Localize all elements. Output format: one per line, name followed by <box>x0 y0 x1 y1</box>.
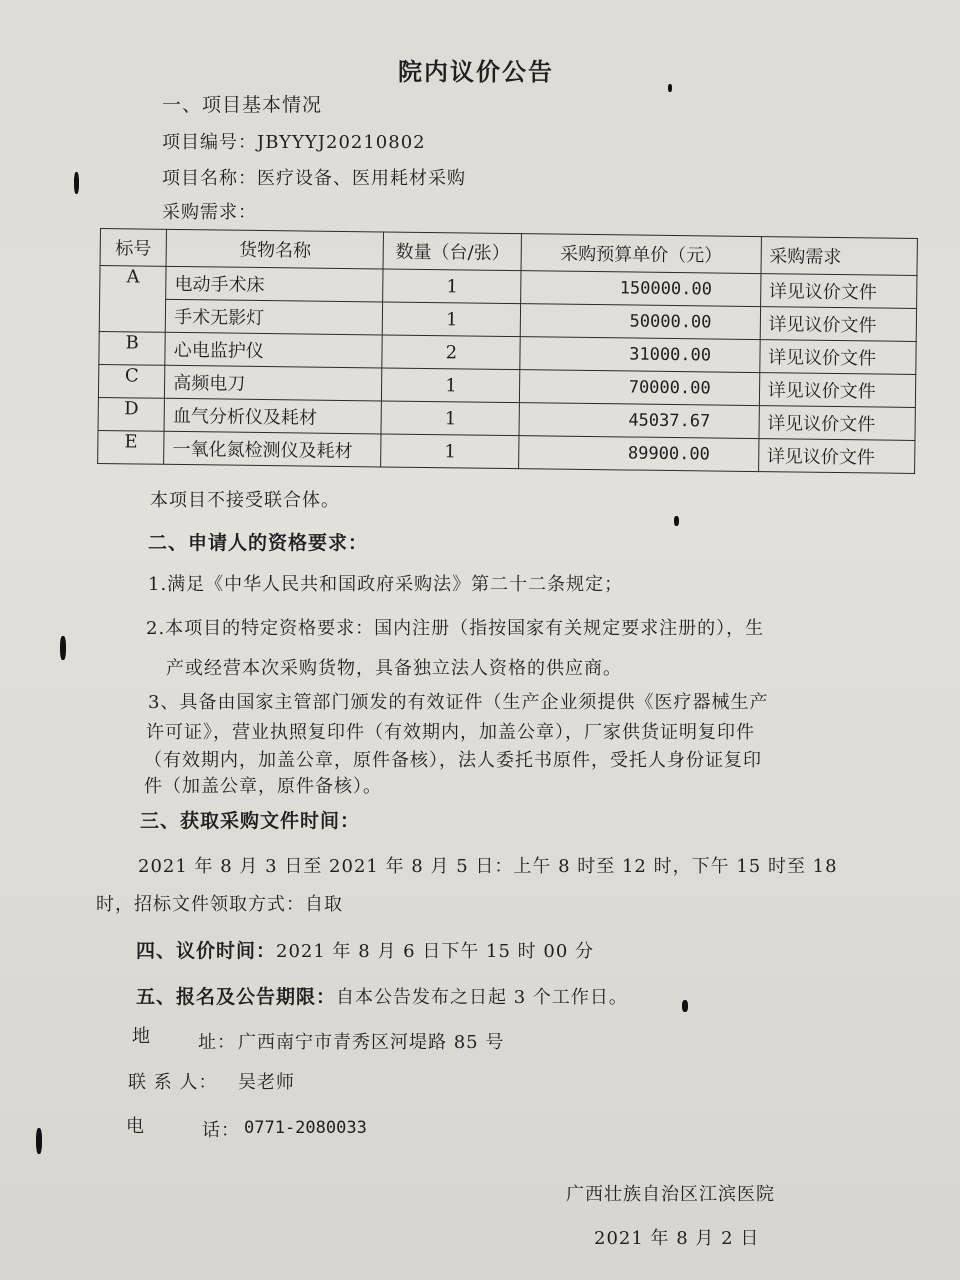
section3-heading: 三、获取采购文件时间： <box>140 810 361 832</box>
cell-req: 详见议价文件 <box>758 439 915 474</box>
cell-qty: 1 <box>381 401 519 436</box>
cell-price: 150000.00 <box>521 271 761 307</box>
section5 <box>136 982 628 1009</box>
qualification-2-line2: 产或经营本次采购货物，具备独立法人资格的供应商。 <box>166 658 622 679</box>
section2-heading: 二、申请人的资格要求： <box>148 532 369 554</box>
header-price: 采购预算单价（元） <box>521 234 761 274</box>
ink-speck <box>668 84 672 92</box>
cell-name: 心电监护仪 <box>165 332 382 368</box>
contact-person: 吴老师 <box>238 1072 295 1093</box>
cell-qty: 1 <box>383 302 521 337</box>
header-name: 货物名称 <box>166 229 384 269</box>
qualification-3-line3: （有效期内，加盖公章，原件备核），法人委托书原件，受托人身份证复印 <box>144 750 762 771</box>
header-qty: 数量（台/张） <box>383 232 522 271</box>
ink-speck <box>682 1000 688 1012</box>
qualification-2-line1: 2.本项目的特定资格要求：国内注册（指按国家有关规定要求注册的），生 <box>146 618 765 639</box>
cell-req: 详见议价文件 <box>759 340 916 375</box>
qualification-1: 1.满足《中华人民共和国政府采购法》第二十二条规定； <box>148 574 624 595</box>
cell-qty: 1 <box>383 269 521 304</box>
header-req: 采购需求 <box>761 237 918 276</box>
project-name: 项目名称：医疗设备、医用耗材采购 <box>162 168 466 189</box>
cell-lot: D <box>98 397 165 431</box>
qualification-3-line4: 件（加盖公章，原件备核）。 <box>144 776 382 797</box>
cell-qty: 1 <box>381 434 519 469</box>
cell-qty: 1 <box>382 368 520 403</box>
cell-lot: C <box>98 364 165 398</box>
cell-price: 45037.67 <box>519 403 759 439</box>
address-label-1: 地 <box>132 1026 151 1047</box>
cell-name: 电动手术床 <box>166 266 383 302</box>
cell-req: 详见议价文件 <box>759 373 916 408</box>
cell-name: 手术无影灯 <box>165 299 382 335</box>
qualification-3-line1: 3、具备由国家主管部门颁发的有效证件（生产企业须提供《医疗器械生产 <box>148 692 769 713</box>
cell-lot: B <box>99 331 166 365</box>
ink-speck <box>674 516 679 526</box>
ink-speck <box>36 1128 42 1154</box>
cell-req: 详见议价文件 <box>760 307 917 342</box>
cell-price: 31000.00 <box>520 337 760 373</box>
cell-req: 详见议价文件 <box>759 406 916 441</box>
header-lot: 标号 <box>100 229 167 267</box>
cell-lot: E <box>98 430 165 464</box>
issuing-organization: 广西壮族自治区江滨医院 <box>566 1184 775 1205</box>
cell-lot: A <box>99 266 166 333</box>
consortium-note: 本项目不接受联合体。 <box>150 490 340 511</box>
phone-value: 0771-2080033 <box>244 1118 367 1138</box>
section4-heading: 四、议价时间： <box>136 940 277 962</box>
section1-heading: 一、项目基本情况 <box>162 94 323 116</box>
address-value: 广西南宁市青秀区河堤路 85 号 <box>238 1032 505 1053</box>
ink-speck <box>60 636 66 660</box>
goods-table <box>97 228 918 474</box>
cell-req: 详见议价文件 <box>760 274 917 309</box>
issue-date: 2021 年 8 月 2 日 <box>594 1228 760 1249</box>
qualification-3-line2: 许可证》，营业执照复印件（有效期内，加盖公章），厂家供货证明复印件 <box>146 722 755 743</box>
phone-label-1: 电 <box>126 1116 145 1137</box>
address-label-2: 址： <box>198 1032 236 1053</box>
cell-name: 血气分析仪及耗材 <box>164 398 381 434</box>
cell-price: 70000.00 <box>520 370 760 406</box>
cell-price: 50000.00 <box>521 304 761 340</box>
cell-name: 高频电刀 <box>165 365 382 401</box>
section5-heading: 五、报名及公告期限： <box>136 986 337 1008</box>
file-period-line1: 2021 年 8 月 3 日至 2021 年 8 月 5 日：上午 8 时至 12 时，下午 15 时至 18 <box>138 856 838 877</box>
ink-speck <box>74 172 79 194</box>
cell-qty: 2 <box>382 335 520 370</box>
announcement-period: 自本公告发布之日起 3 个工作日。 <box>336 987 628 1008</box>
contact-person-label: 联 系 人： <box>128 1072 218 1093</box>
file-period-line2: 时，招标文件领取方式：自取 <box>96 894 343 915</box>
section4 <box>136 936 594 963</box>
demand-label: 采购需求： <box>162 202 257 223</box>
document-title: 院内议价公告 <box>398 57 554 86</box>
cell-name: 一氧化氮检测仪及耗材 <box>164 431 381 467</box>
phone-label-2: 话： <box>202 1120 240 1141</box>
bargain-time: 2021 年 8 月 6 日下午 15 时 00 分 <box>276 941 595 962</box>
project-number: 项目编号：JBYYYJ20210802 <box>162 132 426 153</box>
cell-price: 89900.00 <box>519 436 759 472</box>
